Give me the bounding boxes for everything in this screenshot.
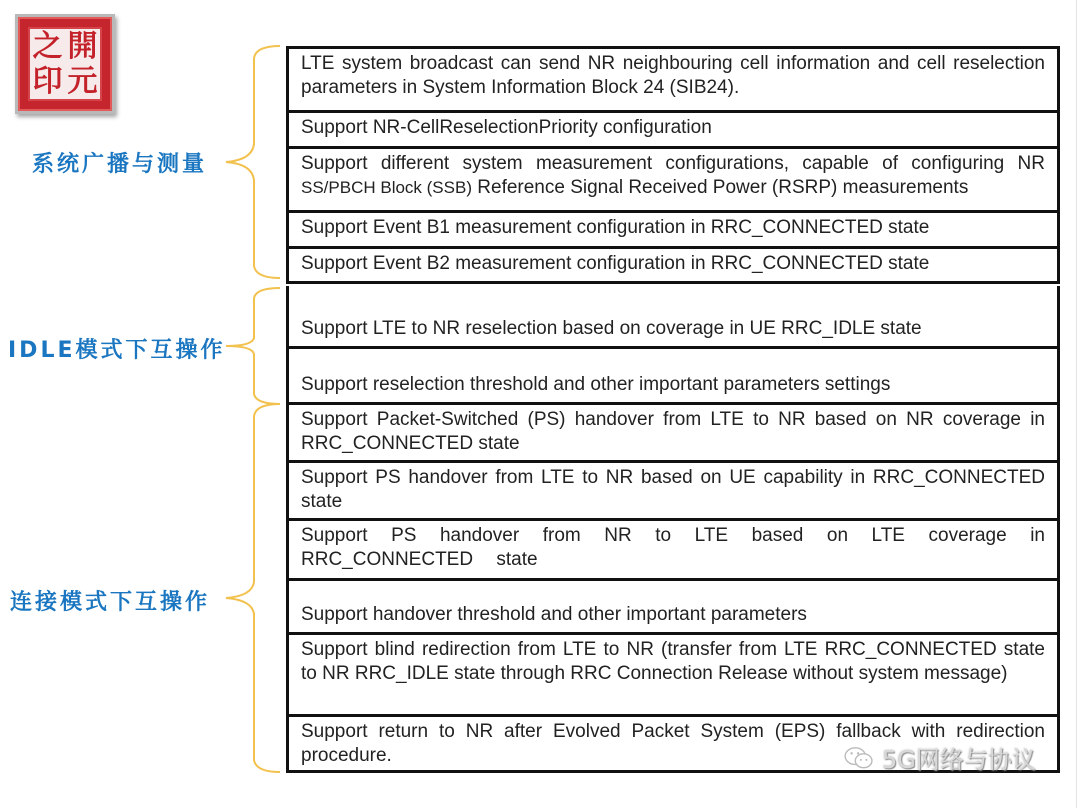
feature-text: Support NR-CellReselectionPriority configuration bbox=[301, 117, 712, 138]
category-label-broadcast-measurement: 系统广播与测量 bbox=[32, 152, 208, 177]
feature-row bbox=[286, 46, 1060, 113]
feature-text: Support return to NR after Evolved Packet System (EPS) fallback with redirection procedure. bbox=[301, 721, 1045, 766]
feature-row bbox=[286, 286, 1060, 349]
feature-row bbox=[286, 518, 1060, 581]
logo-char: 之 bbox=[32, 29, 63, 64]
brace-icon bbox=[222, 402, 286, 774]
feature-row bbox=[286, 460, 1060, 521]
feature-text: Support blind redirection from LTE to NR (transfer from LTE RRC_CONNECTED state to NR RRC_IDLE state through RRC Connection Release without system message) bbox=[301, 639, 1045, 684]
watermark-text: 5G网络与协议 bbox=[882, 746, 1036, 774]
feature-text: Support different system measurement configurations, capable of configuring NR bbox=[301, 153, 1045, 174]
feature-row bbox=[286, 632, 1060, 717]
feature-row bbox=[286, 146, 1060, 213]
logo-inner bbox=[28, 27, 102, 101]
feature-text-small: SS/PBCH Block (SSB) bbox=[301, 178, 472, 197]
feature-text: Support Event B1 measurement configuration in RRC_CONNECTED state bbox=[301, 217, 930, 238]
brace-icon bbox=[222, 44, 286, 280]
logo-stamp bbox=[15, 14, 115, 114]
brace-icon bbox=[222, 286, 286, 406]
feature-text: Support LTE to NR reselection based on coverage in UE RRC_IDLE state bbox=[301, 318, 922, 339]
feature-row bbox=[286, 210, 1060, 249]
page-edge-divider bbox=[1076, 0, 1077, 808]
category-label-connected-interop: 连接模式下互操作 bbox=[10, 590, 211, 615]
feature-text: Support handover threshold and other important parameters bbox=[301, 604, 807, 625]
logo-char: 開 bbox=[67, 29, 98, 64]
feature-row bbox=[286, 110, 1060, 149]
feature-row bbox=[286, 402, 1060, 463]
feature-row bbox=[286, 346, 1060, 405]
logo-char: 元 bbox=[67, 64, 98, 99]
feature-text: Support Packet-Switched (PS) handover from LTE to NR based on NR coverage in RRC_CONNECTED state bbox=[301, 409, 1045, 454]
feature-text: Support PS handover from NR to LTE based on LTE coverage in RRC_CONNECTED state bbox=[301, 525, 1045, 570]
feature-row bbox=[286, 246, 1060, 284]
feature-text-rest: Reference Signal Received Power (RSRP) measurements bbox=[472, 177, 969, 198]
feature-text: Support PS handover from LTE to NR based on UE capability in RRC_CONNECTED state bbox=[301, 467, 1045, 512]
logo-char: 印 bbox=[32, 64, 63, 99]
feature-text: LTE system broadcast can send NR neighbouring cell information and cell reselection parameters in System Information Block 24 (SIB24). bbox=[301, 53, 1045, 98]
feature-text: Support reselection threshold and other important parameters settings bbox=[301, 374, 891, 395]
wechat-icon bbox=[842, 746, 876, 770]
watermark bbox=[842, 740, 1036, 775]
feature-row bbox=[286, 578, 1060, 635]
category-label-idle-interop: IDLE模式下互操作 bbox=[8, 338, 226, 363]
feature-text: Support Event B2 measurement configuration in RRC_CONNECTED state bbox=[301, 253, 930, 274]
